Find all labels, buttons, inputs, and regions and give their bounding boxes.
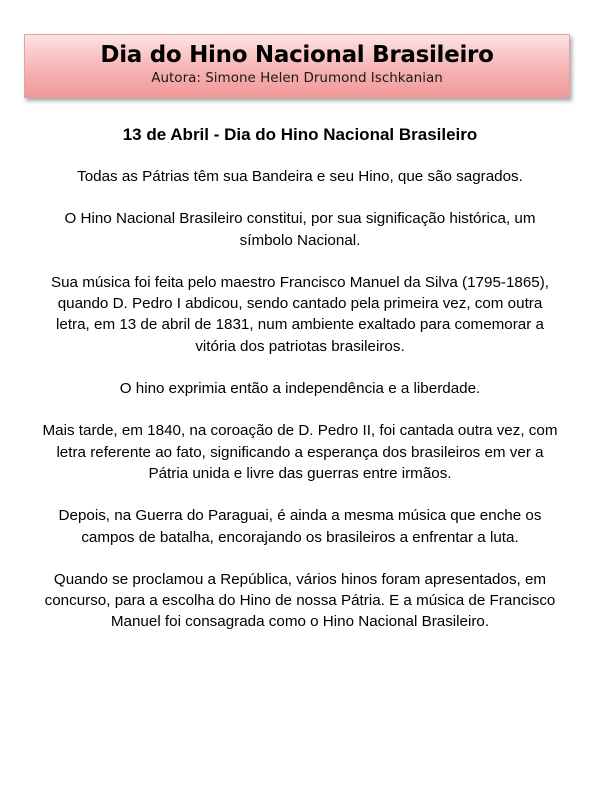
paragraph-musica: Sua música foi feita pelo maestro Francisco Manuel da Silva (1795-1865), quando D. Pedro I abdicou, sendo cantado pela primeira vez, com outra letra, em 13 de abril de 1831, num ambiente exaltado para comemorar a vitória dos patriotas brasileiros. bbox=[50, 273, 550, 355]
paragraph-patrias: Todas as Pátrias têm sua Bandeira e seu Hino, que são sagrados. bbox=[77, 168, 523, 185]
paragraph-guerra: Depois, na Guerra do Paraguai, é ainda a mesma música que enche os campos de batalha, encorajando os brasileiros a enfrentar a luta. bbox=[58, 507, 542, 546]
banner-title: Dia do Hino Nacional Brasileiro bbox=[100, 42, 494, 68]
paragraph-independencia: O hino exprimia então a independência e a liberdade. bbox=[119, 380, 481, 398]
paragraph-republica: Quando se proclamou a República, vários hinos foram apresentados, em concurso, para a escolha do Hino de nossa Pátria. E a música de Francisco Manuel foi consagrada como o Hino Nacional Brasileiro. bbox=[44, 570, 556, 631]
title-banner bbox=[24, 34, 570, 98]
paragraph-coroacao: Mais tarde, em 1840, na coroação de D. Pedro II, foi cantada outra vez, com letra referente ao fato, significando a esperança dos brasileiros em ver a Pátria unida e livre das guerras entre irmãos. bbox=[42, 422, 558, 482]
paragraph-simbolo: O Hino Nacional Brasileiro constitui, por sua significação histórica, um símbolo Nacional. bbox=[64, 210, 536, 249]
document-body bbox=[40, 124, 560, 654]
document-heading: 13 de Abril - Dia do Hino Nacional Brasileiro bbox=[122, 125, 478, 144]
banner-author: Autora: Simone Helen Drumond Ischkanian bbox=[151, 70, 443, 86]
